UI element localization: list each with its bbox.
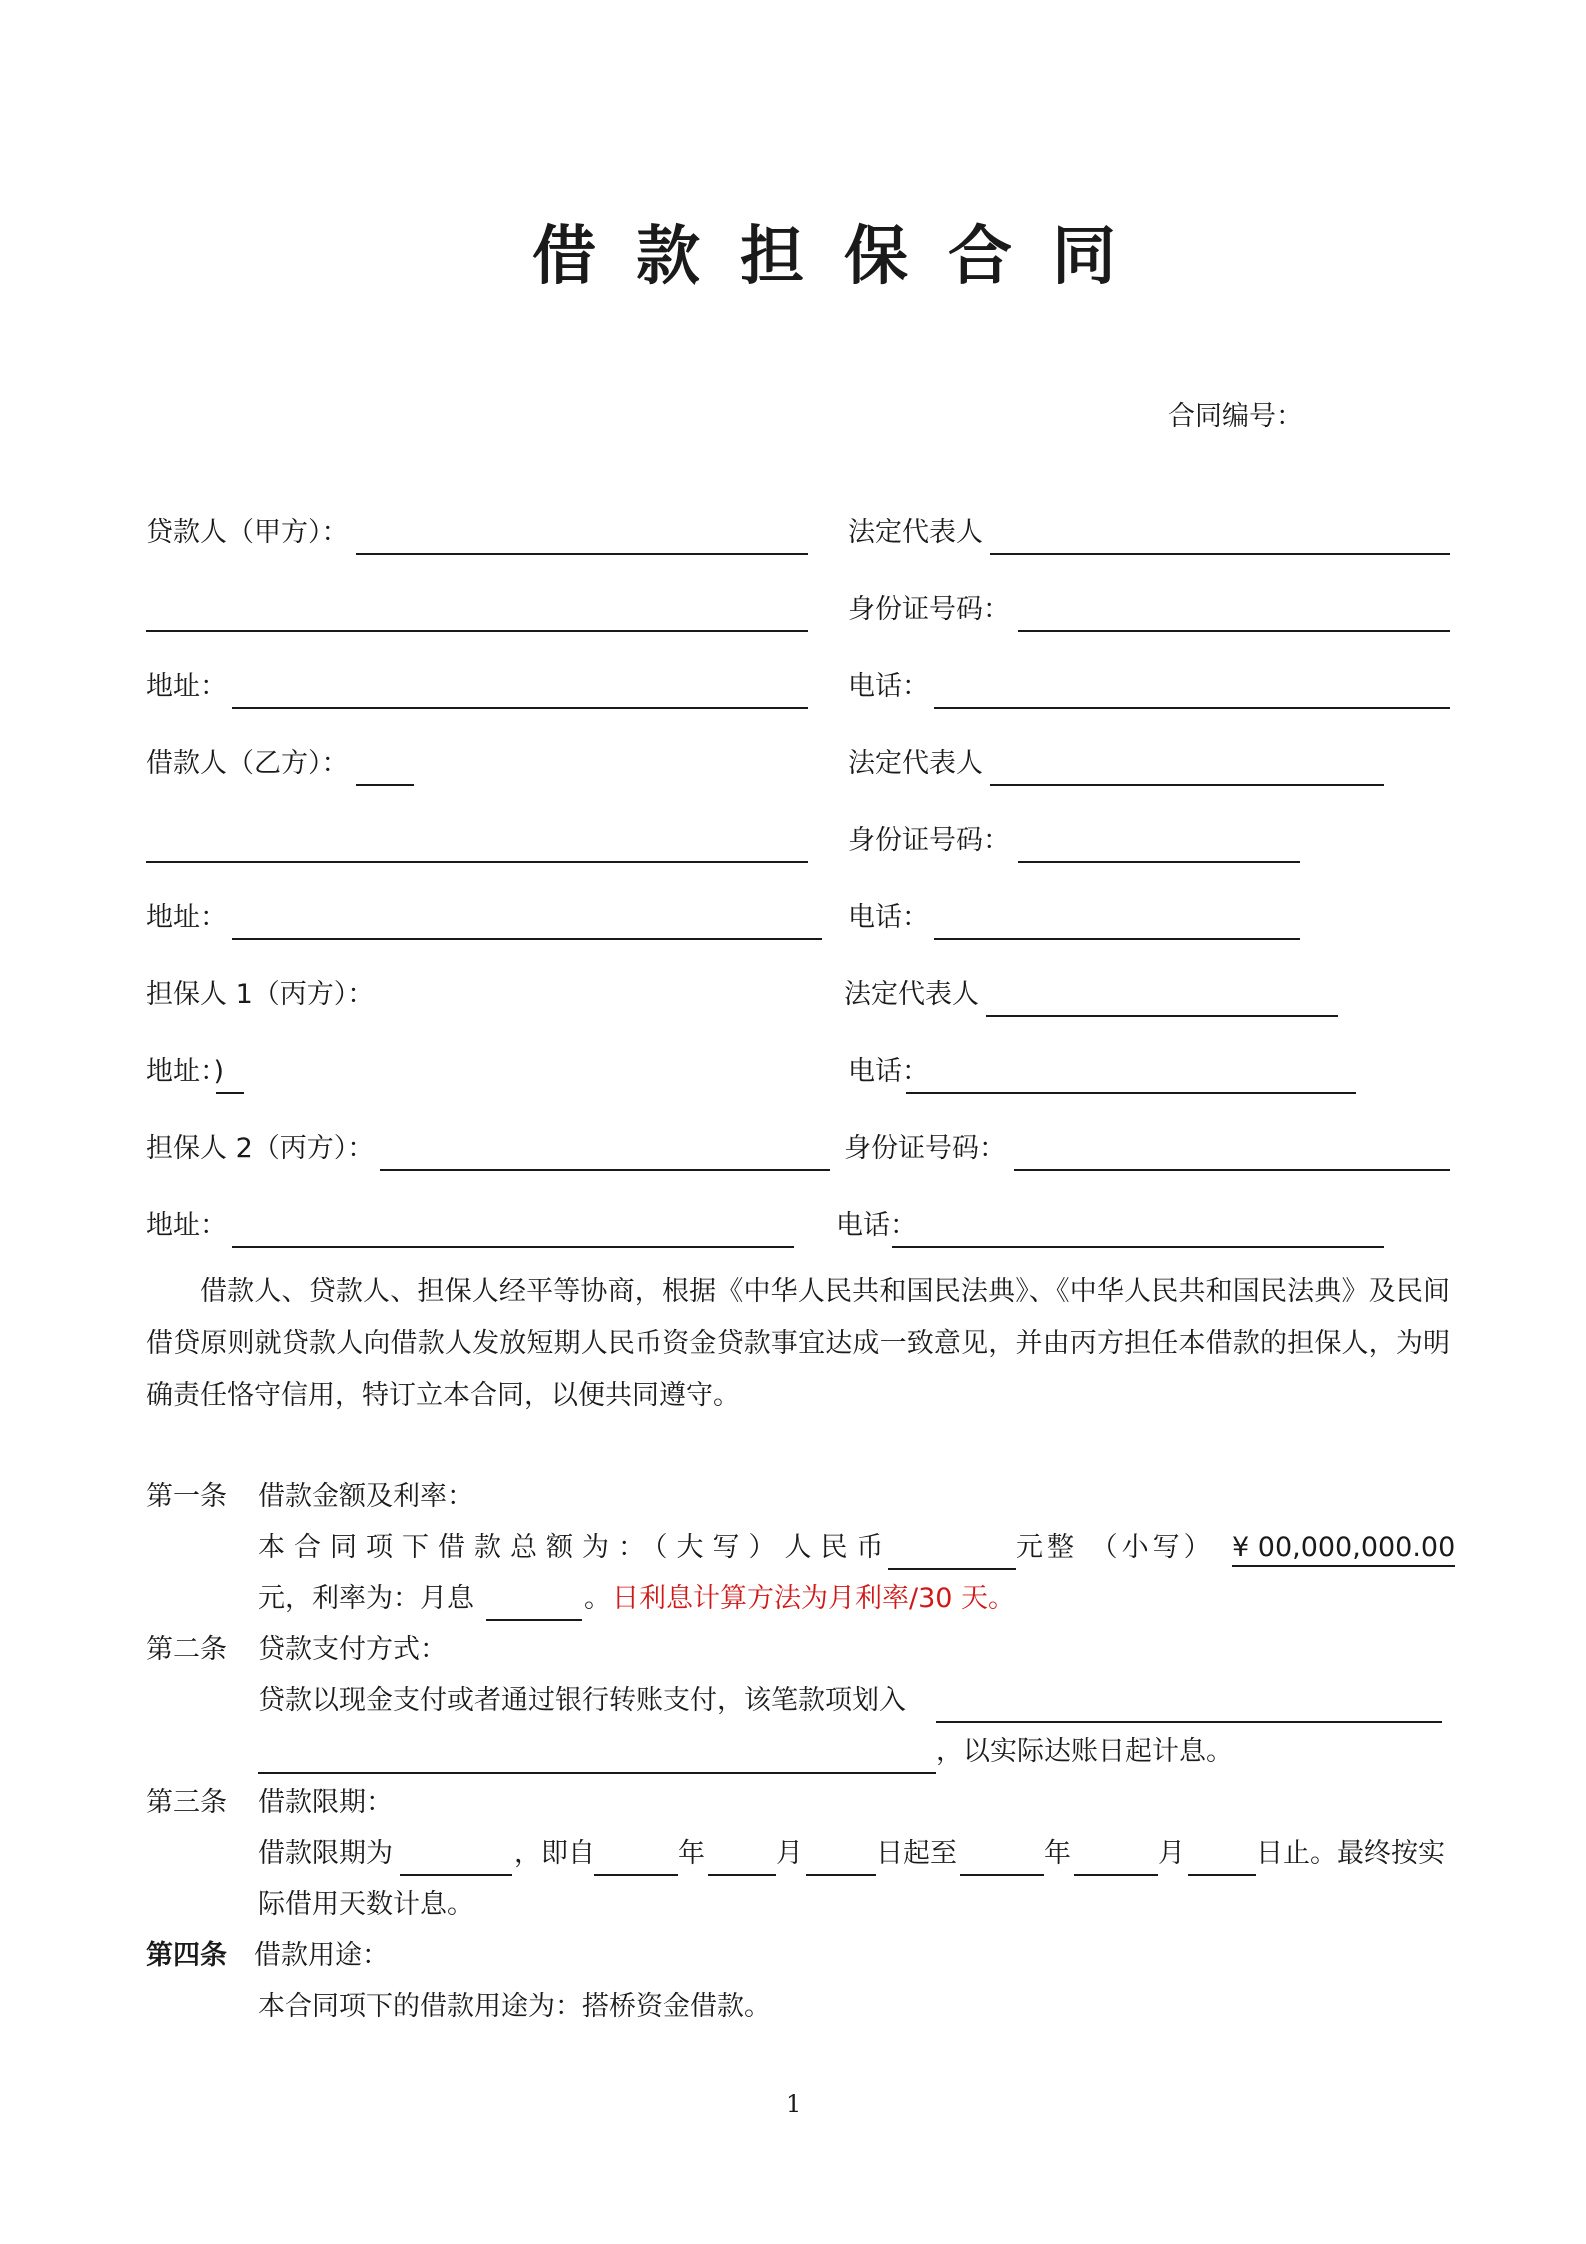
article-3-day-to-label: 日止。最终按实 [1256, 1838, 1445, 1869]
lender-name-extra-field[interactable] [146, 630, 808, 632]
guarantor2-address-label: 地址： [146, 1210, 227, 1241]
article-1-amount-capital-field[interactable] [888, 1568, 1016, 1570]
borrower-legal-rep-field[interactable] [990, 784, 1384, 786]
lender-legal-rep-field[interactable] [990, 553, 1450, 555]
lender-phone-label: 电话： [848, 671, 929, 702]
article-2-number: 第二条 [146, 1634, 227, 1665]
article-3-start-day-field[interactable] [806, 1874, 876, 1876]
article-3-month-label-2: 月 [1158, 1838, 1185, 1869]
article-3-start-year-field[interactable] [594, 1874, 678, 1876]
page-number: 1 [786, 2090, 802, 2118]
guarantor1-address-field[interactable] [216, 1092, 244, 1094]
guarantor2-label: 担保人 2（丙方）： [146, 1133, 375, 1164]
article-1-amount-text: 本合同项下借款总额为：（大写）人民币 [258, 1532, 893, 1563]
guarantor1-label: 担保人 1（丙方）： [146, 979, 375, 1010]
contract-number-label: 合同编号： [1168, 401, 1303, 432]
lender-id-field[interactable] [1018, 630, 1450, 632]
guarantor1-address-label: 地址：) [146, 1056, 225, 1087]
borrower-phone-field[interactable] [934, 938, 1300, 940]
borrower-legal-rep-label: 法定代表人 [848, 748, 983, 779]
borrower-address-field[interactable] [232, 938, 822, 940]
article-1-amount-unit: 元整 （小写） [1016, 1532, 1215, 1563]
guarantor2-phone-field[interactable] [892, 1246, 1384, 1248]
guarantor2-id-label: 身份证号码： [844, 1133, 1006, 1164]
article-4-number: 第四条 [146, 1940, 227, 1971]
guarantor1-phone-label: 电话： [848, 1056, 929, 1087]
guarantor1-phone-field[interactable] [906, 1092, 1356, 1094]
article-2-heading: 贷款支付方式： [258, 1634, 447, 1665]
borrower-name-field[interactable] [356, 784, 414, 786]
borrower-phone-label: 电话： [848, 902, 929, 933]
article-1-interest-note: 日利息计算方法为月利率/30 天。 [612, 1583, 1016, 1614]
borrower-id-field[interactable] [1018, 861, 1300, 863]
lender-address-label: 地址： [146, 671, 227, 702]
lender-name-field[interactable] [356, 553, 808, 555]
guarantor1-legal-rep-label: 法定代表人 [844, 979, 979, 1010]
article-3-end-month-field[interactable] [1074, 1874, 1158, 1876]
article-3-end-day-field[interactable] [1188, 1874, 1256, 1876]
article-1-rate-text: 元，利率为：月息 [258, 1583, 474, 1614]
article-3-term-field[interactable] [400, 1874, 512, 1876]
borrower-address-label: 地址： [146, 902, 227, 933]
lender-phone-field[interactable] [934, 707, 1450, 709]
article-3-number: 第三条 [146, 1787, 227, 1818]
article-3-term-text: 借款限期为 [258, 1838, 393, 1869]
article-3-start-month-field[interactable] [708, 1874, 776, 1876]
lender-legal-rep-label: 法定代表人 [848, 517, 983, 548]
article-3-end-year-field[interactable] [960, 1874, 1044, 1876]
guarantor2-phone-label: 电话： [836, 1210, 917, 1241]
lender-id-label: 身份证号码： [848, 594, 1010, 625]
article-4-heading: 借款用途： [254, 1940, 389, 1971]
guarantor2-name-field[interactable] [380, 1169, 830, 1171]
document-title: 借款担保合同 [532, 220, 1156, 294]
article-1-number: 第一条 [146, 1481, 227, 1512]
article-1-heading: 借款金额及利率： [258, 1481, 474, 1512]
article-1-rate-end: 。 [584, 1583, 611, 1614]
article-3-interest-days-text: 际借用天数计息。 [258, 1889, 474, 1920]
article-2-payment-text: 贷款以现金支付或者通过银行转账支付，该笔款项划入 [258, 1685, 906, 1716]
guarantor2-address-field[interactable] [232, 1246, 794, 1248]
guarantor2-id-field[interactable] [1014, 1169, 1450, 1171]
article-3-year-label-1: 年 [678, 1838, 705, 1869]
article-1-rate-field[interactable] [486, 1619, 582, 1621]
lender-address-field[interactable] [232, 707, 808, 709]
borrower-label: 借款人（乙方）： [146, 748, 349, 779]
article-2-interest-start-text: ，以实际达账日起计息。 [936, 1736, 1233, 1767]
article-3-month-label-1: 月 [776, 1838, 803, 1869]
article-1-amount-figure: ¥ 00,000,000.00 [1232, 1531, 1455, 1567]
article-2-account-field[interactable] [936, 1721, 1442, 1723]
article-2-account-extra-field[interactable] [258, 1772, 936, 1774]
article-3-from-text: ，即自 [514, 1838, 595, 1869]
lender-label: 贷款人（甲方）： [146, 517, 349, 548]
article-4-purpose-text: 本合同项下的借款用途为：搭桥资金借款。 [258, 1991, 771, 2022]
article-3-year-label-2: 年 [1044, 1838, 1071, 1869]
guarantor1-legal-rep-field[interactable] [986, 1015, 1338, 1017]
borrower-name-extra-field[interactable] [146, 861, 808, 863]
article-3-heading: 借款限期： [258, 1787, 393, 1818]
preamble-paragraph: 借款人、贷款人、担保人经平等协商，根据《中华人民共和国民法典》、《中华人民共和国民法典》及民间借贷原则就贷款人向借款人发放短期人民币资金贷款事宜达成一致意见，并由丙方担任本借款的担保人，为明确责任恪守信用，特订立本合同，以便共同遵守。 [146, 1276, 1450, 1411]
article-3-day-from-label: 日起至 [876, 1838, 957, 1869]
borrower-id-label: 身份证号码： [848, 825, 1010, 856]
